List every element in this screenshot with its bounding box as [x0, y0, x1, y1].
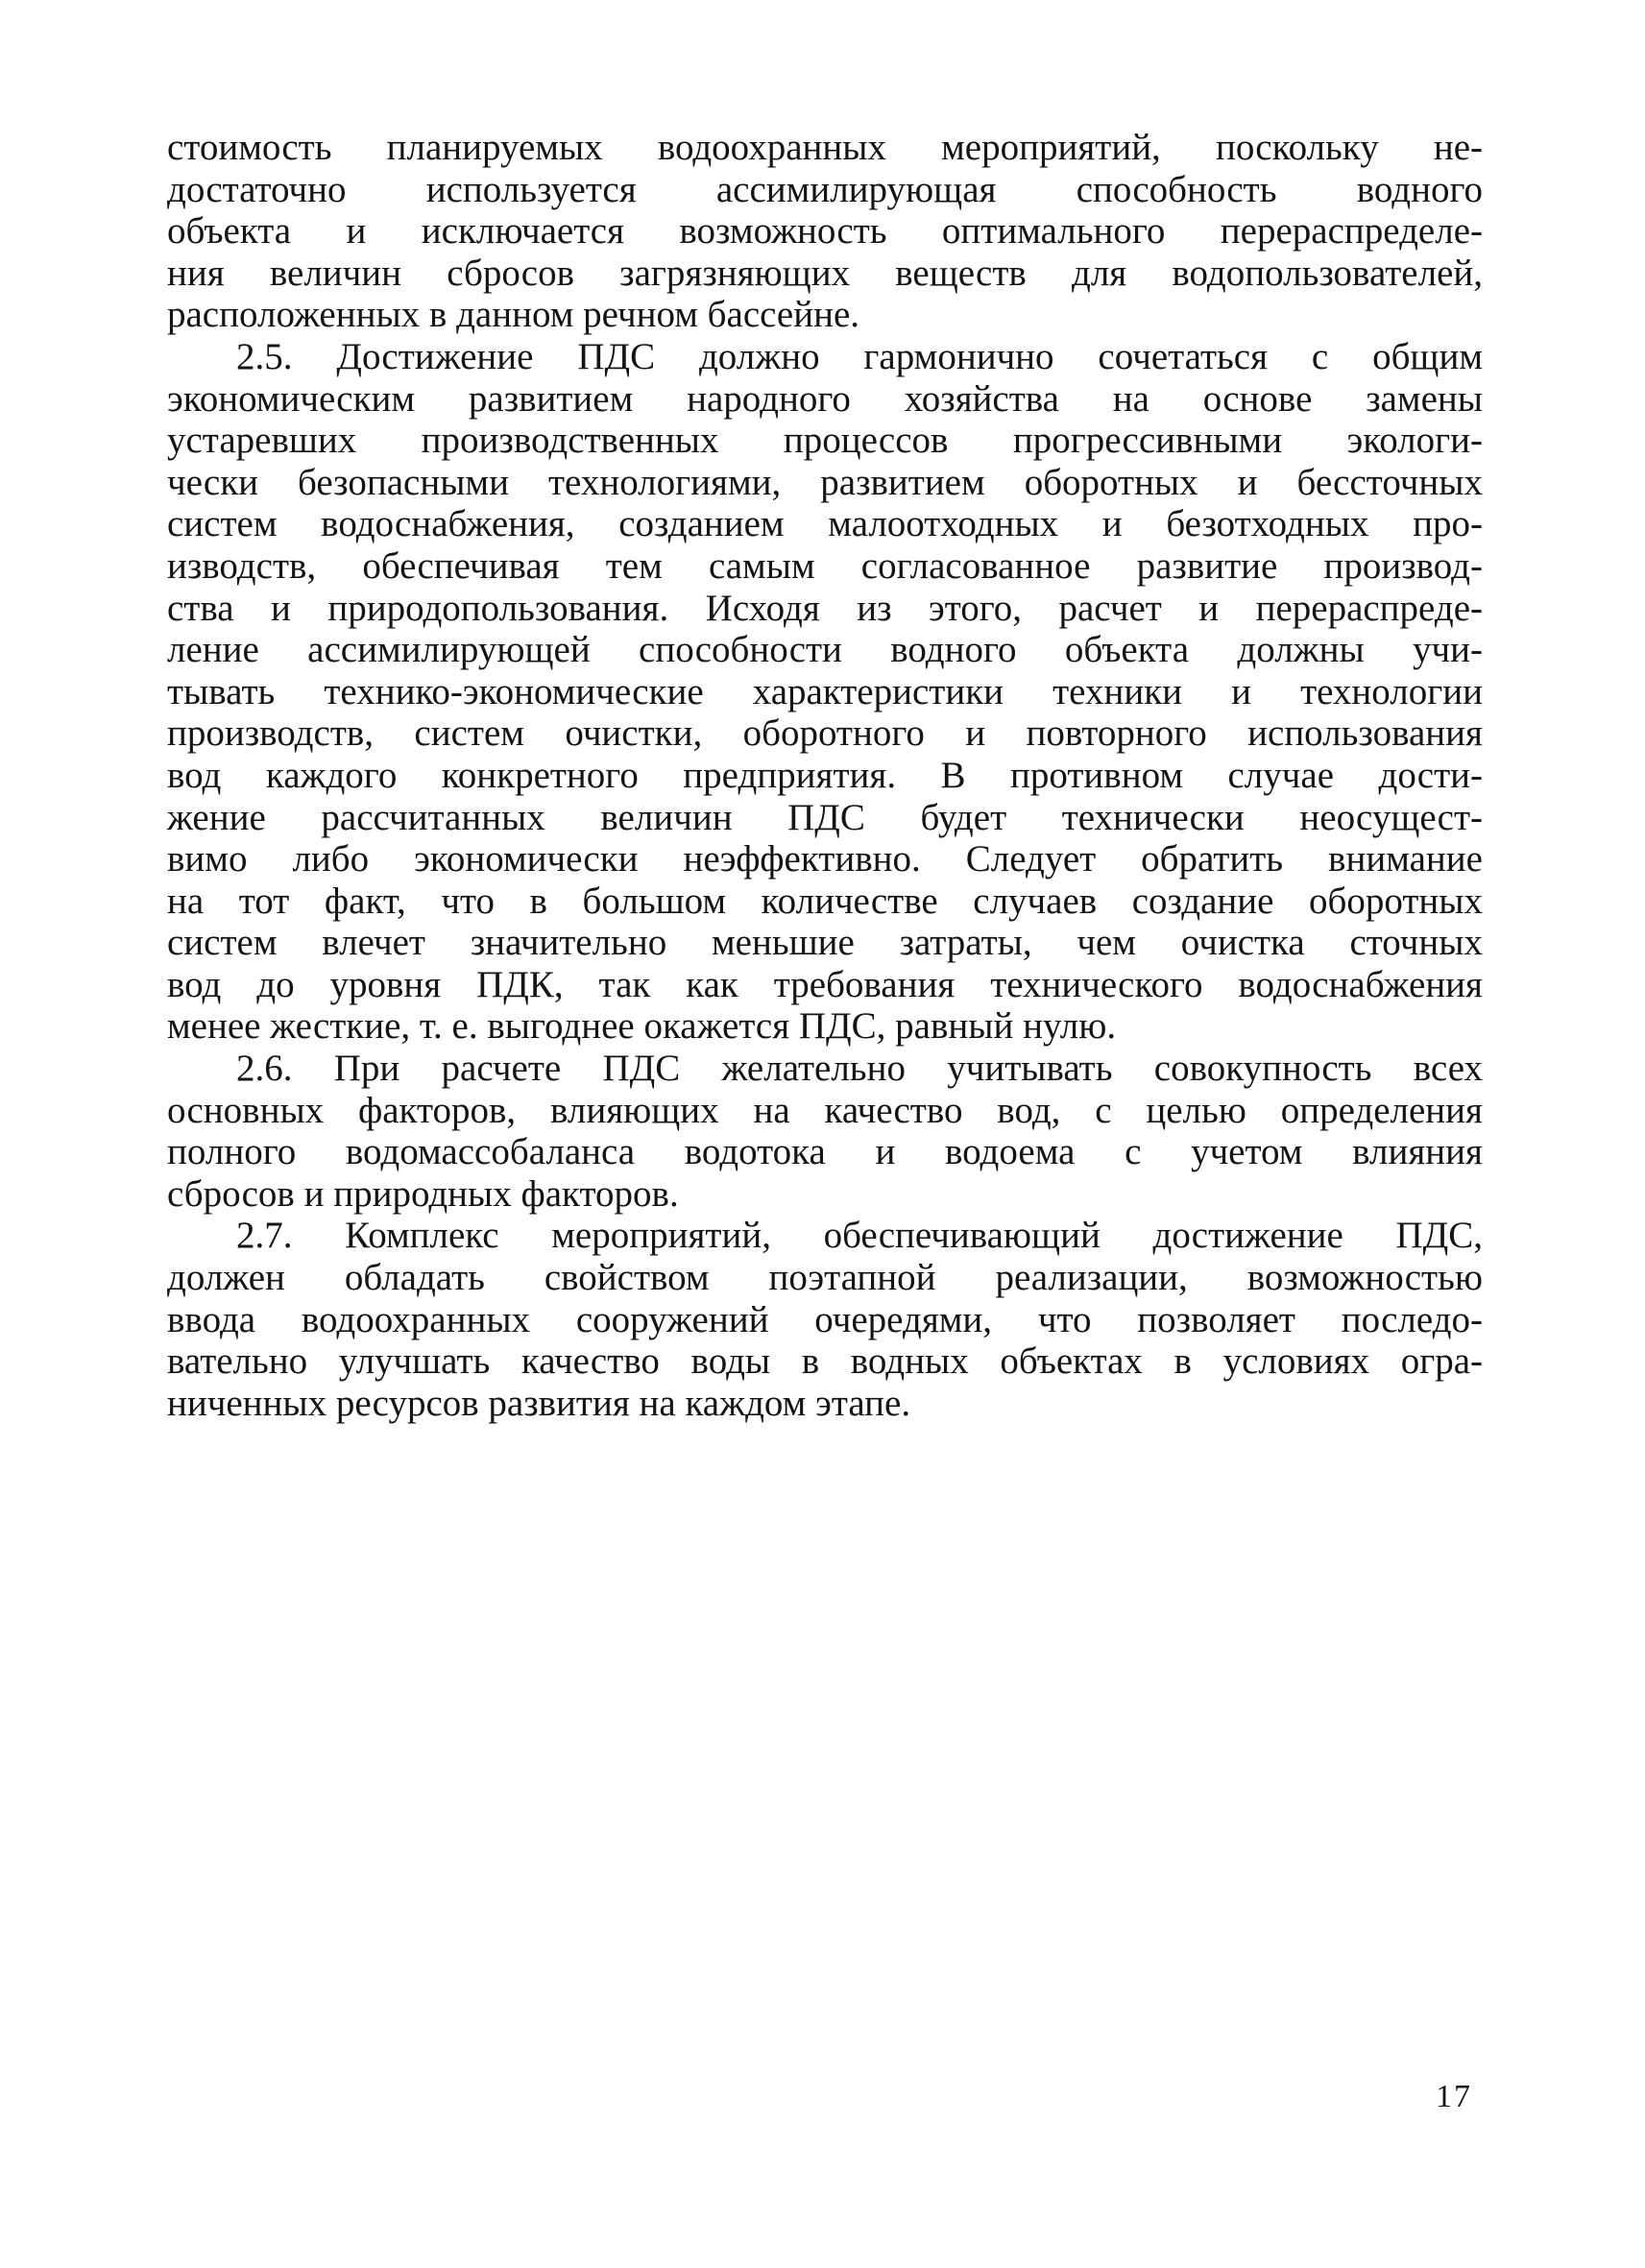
- text-line: жение рассчитанных величин ПДС будет технически неосущест-: [167, 796, 1483, 838]
- text-line: вод до уровня ПДК, так как требования технического водоснабжения: [167, 963, 1483, 1005]
- text-line: полного водомассобаланса водотока и водоема с учетом влияния: [167, 1131, 1483, 1173]
- text-line: ление ассимилирующей способности водного объекта должны учи-: [167, 629, 1483, 671]
- text-line: изводств, обеспечивая тем самым согласованное развитие производ-: [167, 544, 1483, 587]
- text-line: чески безопасными технологиями, развитием оборотных и бессточных: [167, 461, 1483, 503]
- text-line: ства и природопользования. Исходя из этого, расчет и перераспреде-: [167, 587, 1483, 629]
- text-line: вимо либо экономически неэффективно. Следует обратить внимание: [167, 838, 1483, 881]
- section-2-7-first-line: 2.7. Комплекс мероприятий, обеспечивающий достижение ПДС,: [236, 1215, 1483, 1257]
- text-line: достаточно используется ассимилирующая способность водного: [167, 168, 1483, 210]
- page-number: 17: [1436, 2079, 1472, 2114]
- text-line: тывать технико-экономические характеристики техники и технологии: [167, 670, 1483, 712]
- text-line: устаревших производственных процессов прогрессивными экологи-: [167, 420, 1483, 462]
- text-line: стоимость планируемых водоохранных мероприятий, поскольку не-: [167, 127, 1483, 168]
- text-line: ния величин сбросов загрязняющих веществ для водопользователей,: [167, 252, 1483, 294]
- text-line: экономическим развитием народного хозяйства на основе замены: [167, 377, 1483, 420]
- section-2-5-first-line: 2.5. Достижение ПДС должно гармонично сочетаться с общим: [236, 335, 1483, 377]
- text-line: на тот факт, что в большом количестве случаев создание оборотных: [167, 880, 1483, 922]
- text-line: производств, систем очистки, оборотного и повторного использования: [167, 712, 1483, 755]
- text-line: ввода водоохранных сооружений очередями, что позволяет последо-: [167, 1298, 1483, 1340]
- text-line: вод каждого конкретного предприятия. В противном случае дости-: [167, 754, 1483, 796]
- text-line: должен обладать свойством поэтапной реализации, возможностью: [167, 1257, 1483, 1299]
- text-line: вательно улучшать качество воды в водных объектах в условиях огра-: [167, 1340, 1483, 1383]
- text-line: систем водоснабжения, созданием малоотходных и безотходных про-: [167, 503, 1483, 545]
- text-line: объекта и исключается возможность оптимального перераспределе-: [167, 210, 1483, 253]
- text-line: ниченных ресурсов развития на каждом этапе.: [167, 1382, 911, 1424]
- document-body: [167, 127, 1483, 1424]
- text-line: систем влечет значительно меньшие затраты, чем очистка сточных: [167, 922, 1483, 964]
- section-2-6-first-line: 2.6. При расчете ПДС желательно учитывать совокупность всех: [236, 1048, 1483, 1090]
- text-line: сбросов и природных факторов.: [167, 1172, 679, 1215]
- text-line: основных факторов, влияющих на качество вод, с целью определения: [167, 1089, 1483, 1131]
- text-line: расположенных в данном речном бассейне.: [167, 294, 860, 336]
- text-line: менее жесткие, т. е. выгоднее окажется ПДС, равный нулю.: [167, 1005, 1117, 1048]
